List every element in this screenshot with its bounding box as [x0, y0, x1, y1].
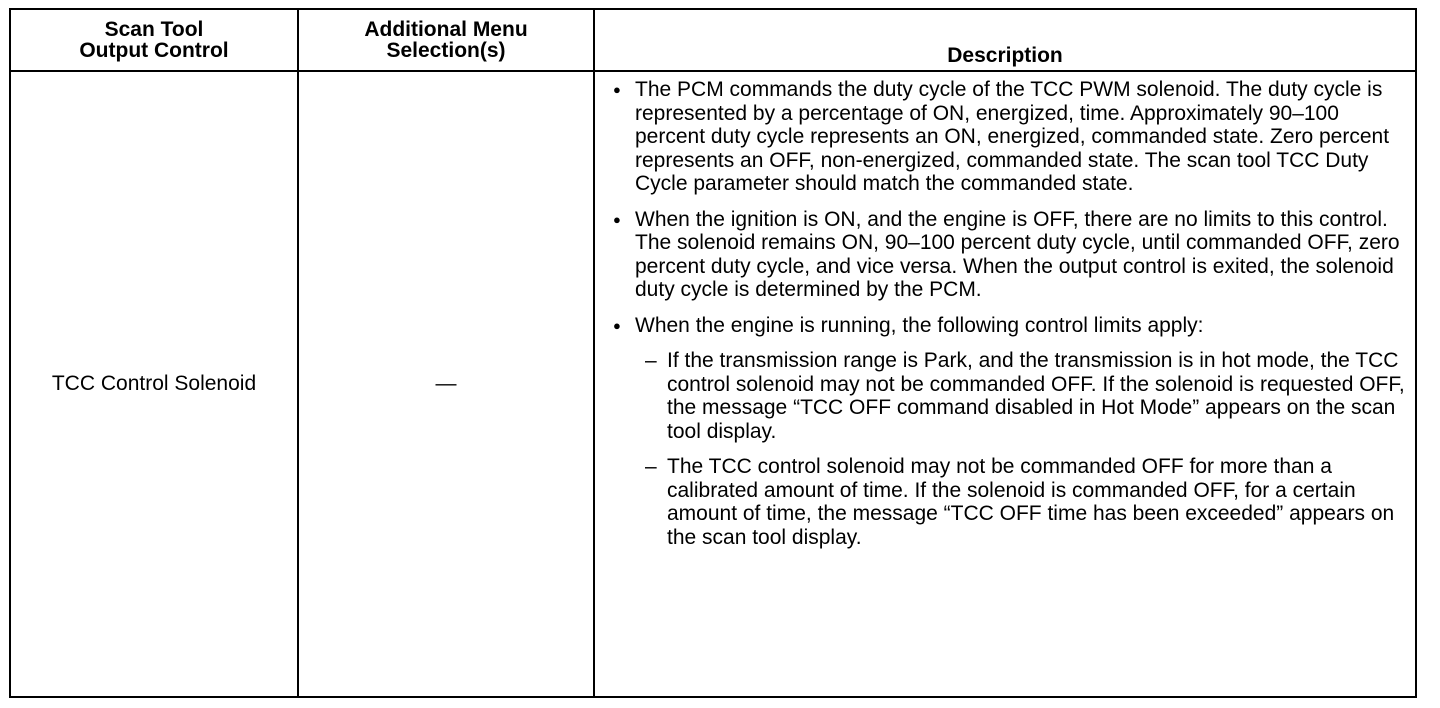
header-scan-tool-output-control — [10, 9, 298, 71]
sub-list — [635, 349, 1405, 549]
description-bullet — [613, 78, 1405, 196]
bullet-icon: ● — [613, 317, 621, 333]
list-item — [635, 349, 1405, 443]
bullet-icon: ● — [613, 211, 621, 227]
header-col3: Description — [947, 44, 1063, 67]
list-item — [635, 455, 1405, 549]
dash-icon: – — [645, 455, 657, 478]
sub-item-text: If the transmission range is Park, and the transmission is in hot mode, the TCC control solenoid may not be commanded OFF. If the solenoid is requested OFF, the message “TCC OFF command disabled in Hot Mode” appears on the scan tool display. — [667, 349, 1405, 443]
header-additional-menu-selections — [298, 9, 594, 71]
menu-selection-cell — [298, 71, 594, 697]
header-col2-line1: Additional Menu — [364, 18, 528, 41]
description-bullet — [613, 313, 1405, 550]
header-row — [10, 9, 1416, 71]
header-col1-line2: Output Control — [79, 39, 229, 62]
output-control-name: TCC Control Solenoid — [51, 372, 257, 395]
bullet-text: When the engine is running, the following control limits apply: — [635, 313, 1204, 337]
dash-icon: – — [645, 349, 657, 372]
header-col2-line2: Selection(s) — [386, 39, 506, 62]
bullet-icon: ● — [613, 82, 621, 97]
bullet-text: When the ignition is ON, and the engine is OFF, there are no limits to this control. The solenoid remains ON, 90–100 percent duty cycle, until commanded OFF, zero percent duty cycle, and vice versa. When the output control is exited, the solenoid duty cycle is determined by the PCM. — [635, 207, 1400, 301]
description-bullet — [613, 207, 1405, 302]
description-content — [595, 72, 1415, 555]
header-col1-line1: Scan Tool — [104, 18, 204, 41]
menu-selection-value: — — [435, 372, 457, 395]
sub-item-text: The TCC control solenoid may not be commanded OFF for more than a calibrated amount of time. If the solenoid is commanded OFF, for a certain amount of time, the message “TCC OFF time has been exceeded” appears on the scan tool display. — [667, 455, 1395, 549]
table-row — [10, 71, 1416, 697]
bullet-text: The PCM commands the duty cycle of the TCC PWM solenoid. The duty cycle is represented by a percentage of ON, energized, time. Approximately 90–100 percent duty cycle represents an ON, energized, commanded state. Zero percent represents an OFF, non-energized, commanded state. The scan tool TCC Duty Cycle parameter should match the commanded state. — [635, 78, 1390, 195]
header-description — [594, 9, 1416, 71]
output-control-table — [9, 8, 1417, 698]
description-cell — [594, 71, 1416, 697]
output-control-cell — [10, 71, 298, 697]
